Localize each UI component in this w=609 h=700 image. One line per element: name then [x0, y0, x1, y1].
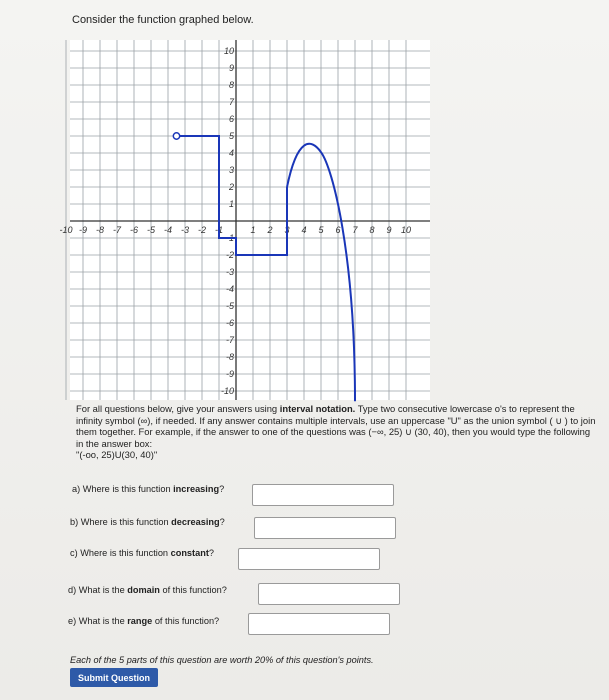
x-tick-label: 4 — [301, 225, 307, 235]
y-tick-label: 9 — [228, 63, 234, 73]
x-tick-label: -6 — [129, 225, 139, 235]
x-tick-label: 3 — [284, 225, 290, 235]
y-tick-label: -7 — [225, 335, 234, 345]
x-tick-label: -3 — [180, 225, 190, 235]
y-tick-label: -8 — [225, 352, 234, 362]
question-e: e) What is the range of this function? — [68, 616, 220, 626]
instructions: For all questions below, give your answers using interval notation. Type two consecutive lowercase o's to represent the infinity symbol (∞), if needed. If any answer contains multiple intervals, use an uppercase "U" as the union symbol ( ∪ ) to join them together. For example, if the answer to one of the questions was (−∞, 25) ∪ (30, 40), then you would type the following in the answer box: "(-oo, 25)U(30, 40)" — [76, 403, 596, 460]
x-tick-label: -4 — [163, 225, 173, 235]
y-tick-label: 2 — [228, 182, 234, 192]
x-tick-label: 1 — [250, 225, 256, 235]
x-tick-label: -10 — [59, 225, 73, 235]
intro-text: Consider the function graphed below. — [72, 14, 254, 26]
x-tick-label: -9 — [78, 225, 88, 235]
x-tick-label: 9 — [386, 225, 392, 235]
question-b: b) Where is this function decreasing? — [70, 517, 225, 527]
x-tick-label: 2 — [267, 225, 273, 235]
x-tick-label: -8 — [95, 225, 105, 235]
y-tick-label: 10 — [223, 46, 234, 56]
x-tick-label: -5 — [146, 225, 156, 235]
y-tick-label: -4 — [225, 284, 234, 294]
y-tick-label: 4 — [228, 148, 234, 158]
open-endpoint — [173, 133, 179, 139]
function-graph — [59, 40, 430, 400]
y-tick-label: 7 — [228, 97, 234, 107]
y-tick-label: -6 — [225, 318, 234, 328]
question-a: a) Where is this function increasing? — [72, 484, 225, 494]
answer-field-a[interactable] — [252, 484, 394, 506]
y-tick-label: 6 — [228, 114, 234, 124]
y-tick-label: -10 — [220, 386, 234, 396]
y-tick-label: -1 — [225, 233, 234, 243]
submit-question-button[interactable]: Submit Question — [70, 668, 158, 687]
example-answer: "(-oo, 25)U(30, 40)" — [76, 449, 158, 460]
question-d: d) What is the domain of this function? — [68, 585, 227, 595]
y-tick-label: 8 — [228, 80, 234, 90]
question-c: c) Where is this function constant? — [70, 548, 215, 558]
x-tick-label: 7 — [352, 225, 358, 235]
y-tick-label: -9 — [225, 369, 234, 379]
x-tick-label: 6 — [335, 225, 341, 235]
y-tick-label: -5 — [225, 301, 234, 311]
answer-field-c[interactable] — [238, 548, 380, 570]
answer-field-e[interactable] — [248, 613, 390, 635]
y-tick-label: 5 — [228, 131, 234, 141]
y-tick-label: -2 — [225, 250, 234, 260]
x-tick-label: 8 — [369, 225, 375, 235]
answer-field-d[interactable] — [258, 583, 400, 605]
answer-field-b[interactable] — [254, 517, 396, 539]
x-tick-label: -2 — [197, 225, 207, 235]
points-note: Each of the 5 parts of this question are worth 20% of this question's points. — [70, 655, 374, 665]
x-tick-label: -1 — [214, 225, 224, 235]
x-tick-label: 10 — [400, 225, 412, 235]
y-tick-label: -3 — [225, 267, 234, 277]
y-tick-label: 1 — [228, 199, 234, 209]
x-tick-label: -7 — [112, 225, 122, 235]
y-tick-label: 3 — [228, 165, 234, 175]
x-tick-label: 5 — [318, 225, 324, 235]
